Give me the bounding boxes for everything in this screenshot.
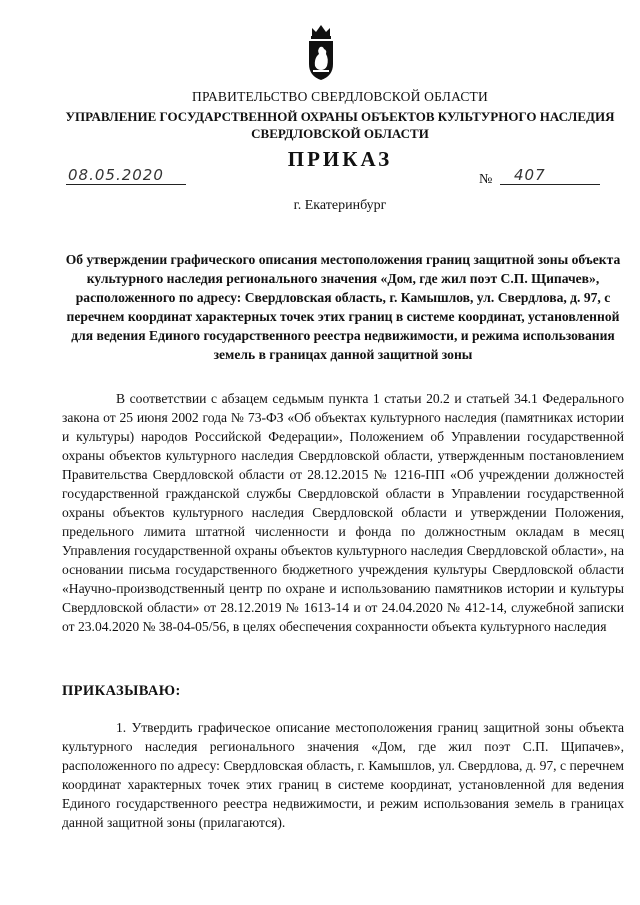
directive-heading: ПРИКАЗЫВАЮ: bbox=[62, 683, 181, 699]
number-label: № bbox=[479, 172, 493, 187]
date-field bbox=[66, 166, 186, 185]
document-type: ПРИКАЗ bbox=[287, 147, 393, 171]
preamble-paragraph: В соответствии с абзацем седьмым пункта 1 статьи 20.2 и статьей 34.1 Федерального закона от 25 июня 2002 года № 73-ФЗ «Об объектах культурного наследия (памятниках истории и культуры) народов Российской Федерации», Положением об Управлении государственной охраны объектов культурного наследия Свердловской области, утвержденным постановлением Правительства Свердловской области от 28.12.2015 № 1216-ПП «Об учреждении должностей государственной гражданской службы Свердловской области в Управлении государственной охраны объектов культурного наследия Свердловской области и утверждении Положения, предельного лимита штатной численности и фонда по должностным окладам в месяц Управления государственной охраны объектов культурного наследия Свердловской области», на основании письма государственного бюджетного учреждения культуры Свердловской области «Научно-производственный центр по охране и использованию памятников истории и культуры Свердловской области» от 28.12.2019 № 1613-14 и от 24.04.2020 № 412-14, служебной записки от 23.04.2020 № 38-04-05/56, в целях обеспечения сохранности объекта культурного наследия bbox=[62, 391, 624, 634]
order-item-1: 1. Утвердить графическое описание местоположения границ защитной зоны объекта культурного наследия регионального значения «Дом, где жил поэт С.П. Щипачев», расположенного по адресу: Свердловская область, г. Камышлов, ул. Свердлова, д. 97, с перечнем координат характерных точек этих границ в системе координат, установленной для ведения Единого государственного реестра недвижимости, и режим использования земель в границах данной защитной зоны (прилагаются). bbox=[62, 720, 624, 830]
sverdlovsk-coat-of-arms-icon bbox=[306, 22, 336, 82]
government-name: ПРАВИТЕЛЬСТВО СВЕРДЛОВСКОЙ ОБЛАСТИ bbox=[192, 89, 488, 104]
number-field bbox=[500, 166, 600, 185]
handwritten-number: 407 bbox=[514, 166, 546, 184]
order-title: Об утверждении графического описания местоположения границ защитной зоны объекта культурного наследия регионального значения «Дом, где жил поэт С.П. Щипачев», расположенного по адресу: Свердловская область, г. Камышлов, ул. Свердлова, д. 97, с перечнем координат характерных точек этих границ в системе координат, установленной для ведения Единого государственного реестра недвижимости, и режима использования земель в границах данной защитной зоны bbox=[65, 252, 621, 363]
handwritten-date: 08.05.2020 bbox=[68, 166, 164, 184]
city: г. Екатеринбург bbox=[293, 198, 387, 213]
department-name: УПРАВЛЕНИЕ ГОСУДАРСТВЕННОЙ ОХРАНЫ ОБЪЕКТОВ КУЛЬТУРНОГО НАСЛЕДИЯ СВЕРДЛОВСКОЙ ОБЛАСТИ bbox=[65, 109, 615, 141]
